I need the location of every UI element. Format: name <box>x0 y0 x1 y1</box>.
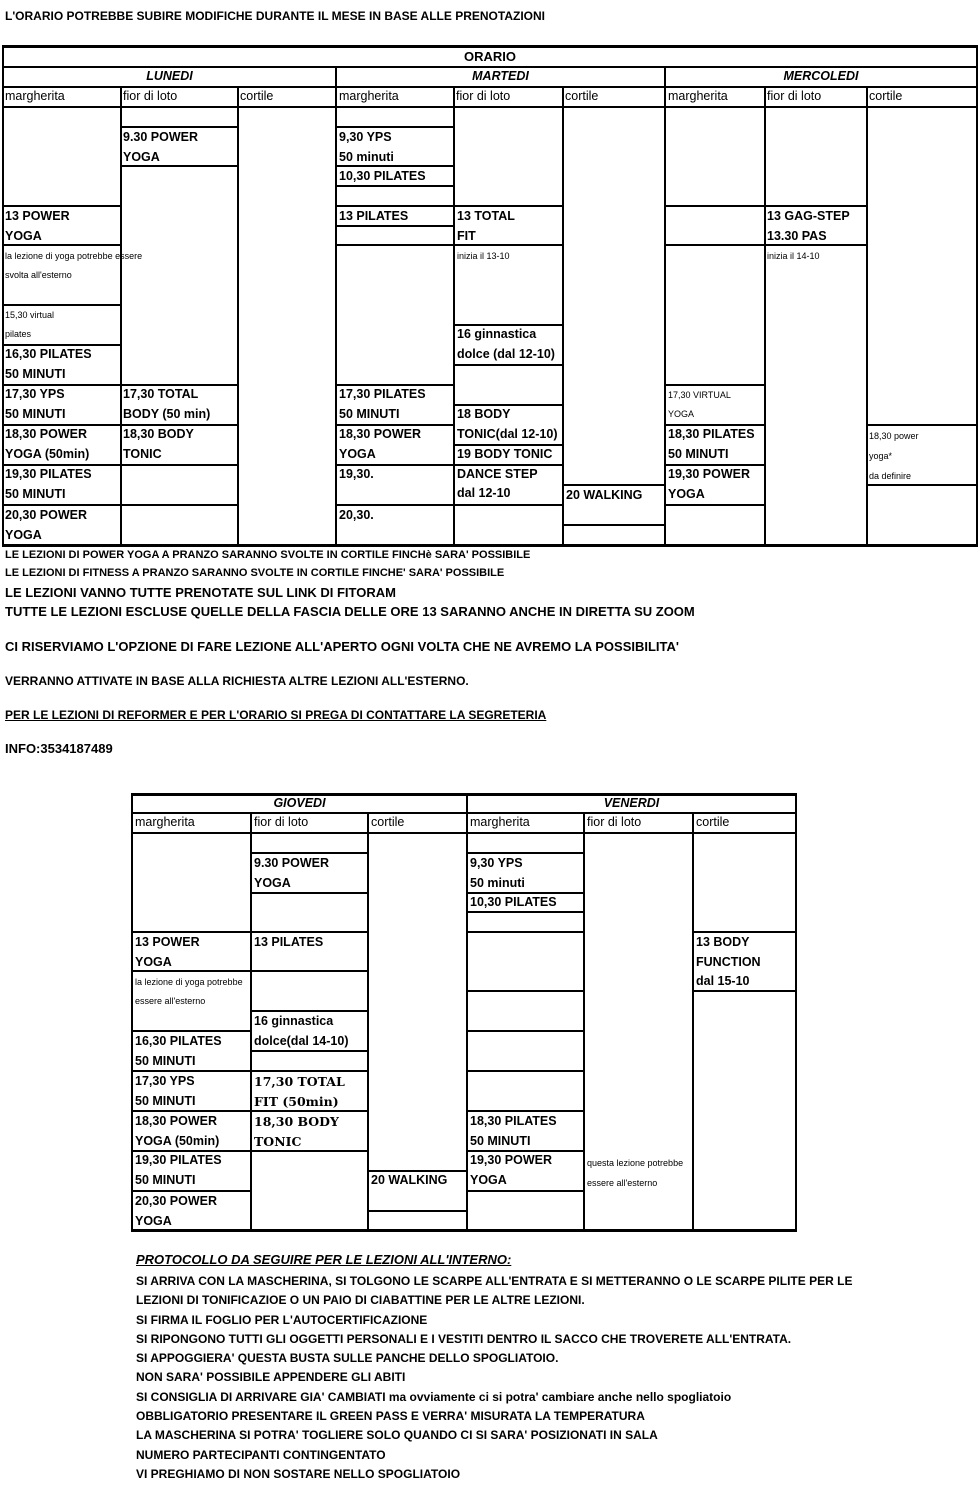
day-lunedi: LUNEDI <box>146 69 193 83</box>
protocol-line: NUMERO PARTECIPANTI CONTINGENTATO <box>136 1447 386 1462</box>
day-mercoledi: MERCOLEDI <box>783 69 859 83</box>
room-cortile: cortile <box>371 815 405 829</box>
protocol-line: SI ARRIVA CON LA MASCHERINA, SI TOLGONO LE SCARPE ALL'ENTRATA E SI METTERANNO O LE SCARPE PILITE PER LE <box>136 1274 853 1288</box>
note-reformer: PER LE LEZIONI DI REFORMER E PER L'ORARIO SI PREGA DI CONTATTARE LA SEGRETERIA <box>5 708 547 722</box>
day-venerdi: VENERDI <box>603 796 660 810</box>
schedule-change-notice: L'ORARIO POTREBBE SUBIRE MODIFICHE DURANTE IL MESE IN BASE ALLE PRENOTAZIONI <box>5 9 545 23</box>
day-martedi: MARTEDI <box>472 69 529 83</box>
room-margherita: margherita <box>668 89 728 103</box>
room-margherita: margherita <box>5 89 65 103</box>
class-note: inizia il 13-10 <box>457 251 510 261</box>
class-note: 17,30 VIRTUAL YOGA <box>668 390 731 419</box>
class-entry: 9,30 YPS 50 minuti <box>470 856 525 890</box>
room-cortile: cortile <box>240 89 274 103</box>
note-fitness: LE LEZIONI DI FITNESS A PRANZO SARANNO SVOLTE IN CORTILE FINCHE' SARA' POSSIBILE <box>5 567 505 579</box>
class-entry: 10,30 PILATES <box>470 895 557 909</box>
class-entry: 18,30 POWER YOGA (50min) <box>135 1114 220 1148</box>
class-entry: 13 BODY FUNCTION dal 15-10 <box>696 935 761 988</box>
class-entry: 13 GAG-STEP 13.30 PAS <box>767 209 850 243</box>
room-margherita: margherita <box>470 815 530 829</box>
class-note: questa lezione potrebbe essere all'esterno <box>587 1158 684 1188</box>
orario-title: ORARIO <box>464 49 516 64</box>
protocol-line: LEZIONI DI TONIFICAZIOE O UN PAIO DI CIABATTINE PER LE ALTRE LEZIONI. <box>136 1293 585 1308</box>
room-fior-di-loto: fior di loto <box>767 89 822 103</box>
class-entry: 9.30 POWER YOGA <box>123 130 199 164</box>
protocol-line: OBBLIGATORIO PRESENTARE IL GREEN PASS E VERRA' MISURATA LA TEMPERATURA <box>136 1409 645 1424</box>
protocol-line: SI RIPONGONO TUTTI GLI OGGETTI PERSONALI E I VESTITI DENTRO IL SACCO CHE TROVERETE ALL'ENTRATA. <box>136 1331 792 1346</box>
class-entry: 18 BODY TONIC(dal 12-10) <box>457 407 558 441</box>
room-fior-di-loto: fior di loto <box>123 89 178 103</box>
room-cortile: cortile <box>565 89 599 103</box>
class-entry: 17,30 TOTAL FIT (50min) <box>254 1074 345 1109</box>
room-cortile: cortile <box>696 815 730 829</box>
note-power-yoga: LE LEZIONI DI POWER YOGA A PRANZO SARANNO SVOLTE IN CORTILE FINCHè SARA' POSSIBILE <box>5 549 531 561</box>
class-entry: 18,30 POWER YOGA <box>339 427 421 461</box>
protocol-line: SI CONSIGLIA DI ARRIVARE GIA' CAMBIATI ma ovviamente ci si potra' cambiare anche nello spogliatoio <box>136 1389 732 1404</box>
class-entry: 16 ginnastica dolce (dal 12-10) <box>457 327 555 361</box>
note-booking: LE LEZIONI VANNO TUTTE PRENOTATE SUL LINK DI FITORAM <box>5 585 396 600</box>
class-entry: 13 POWER YOGA <box>135 935 200 969</box>
note-outdoor-lessons: VERRANNO ATTIVATE IN BASE ALLA RICHIESTA ALTRE LEZIONI ALL'ESTERNO. <box>5 674 469 688</box>
class-note: inizia il 14-10 <box>767 251 820 261</box>
class-note: la lezione di yoga potrebbe essere all'esterno <box>135 977 243 1006</box>
room-margherita: margherita <box>135 815 195 829</box>
class-entry: 20,30. <box>339 508 374 522</box>
class-entry: 17,30 YPS 50 MINUTI <box>135 1074 196 1108</box>
protocol-line: NON SARA' POSSIBILE APPENDERE GLI ABITI <box>136 1370 406 1385</box>
room-fior-di-loto: fior di loto <box>254 815 309 829</box>
class-entry: 9.30 POWER YOGA <box>254 856 330 890</box>
protocol-line: SI FIRMA IL FOGLIO PER L'AUTOCERTIFICAZIONE <box>136 1312 428 1327</box>
protocol-title: PROTOCOLLO DA SEGUIRE PER LE LEZIONI ALL'INTERNO: <box>136 1252 512 1267</box>
class-entry: 13 PILATES <box>254 935 324 949</box>
class-entry: 10,30 PILATES <box>339 169 426 183</box>
class-entry: 18,30 BODY TONIC <box>254 1114 339 1149</box>
room-fior-di-loto: fior di loto <box>587 815 642 829</box>
class-entry: 19,30 PILATES 50 MINUTI <box>135 1153 222 1187</box>
class-entry: 19,30 PILATES 50 MINUTI <box>5 467 92 501</box>
class-entry: 20 WALKING <box>371 1173 448 1187</box>
protocol-line: SI APPOGGIERA' QUESTA BUSTA SULLE PANCHE DELLO SPOGLIATOIO. <box>136 1351 559 1366</box>
class-entry: 19,30. <box>339 467 374 481</box>
class-entry: 18,30 POWER YOGA (50min) <box>5 427 90 461</box>
note-outdoor: CI RISERVIAMO L'OPZIONE DI FARE LEZIONE ALL'APERTO OGNI VOLTA CHE NE AVREMO LA POSSIBILITA' <box>5 639 679 654</box>
class-entry: 17,30 YPS 50 MINUTI <box>5 387 66 421</box>
room-cortile: cortile <box>869 89 903 103</box>
class-note: 18,30 power yoga* da definire <box>869 431 919 481</box>
class-entry: 20 WALKING <box>566 488 643 502</box>
protocol-line: LA MASCHERINA SI POTRA' TOGLIERE SOLO QUANDO CI SI SARA' POSIZIONATI IN SALA <box>136 1428 658 1443</box>
room-fior-di-loto: fior di loto <box>456 89 511 103</box>
class-entry: 18,30 PILATES 50 MINUTI <box>470 1114 557 1148</box>
class-entry: 16 ginnastica dolce(dal 14-10) <box>254 1014 349 1048</box>
class-entry: 18,30 BODY TONIC <box>123 427 194 461</box>
class-entry: 13 PILATES <box>339 209 409 223</box>
note-zoom: TUTTE LE LEZIONI ESCLUSE QUELLE DELLA FASCIA DELLE ORE 13 SARANNO ANCHE IN DIRETTA SU ZOOM <box>5 604 695 619</box>
class-note: 15,30 virtual pilates <box>5 310 55 339</box>
class-entry: 19,30 POWER YOGA <box>668 467 750 501</box>
class-entry: 19 BODY TONIC DANCE STEP dal 12-10 <box>457 447 553 500</box>
info-phone: INFO:3534187489 <box>5 741 113 756</box>
protocol-line: VI PREGHIAMO DI NON SOSTARE NELLO SPOGLIATOIO <box>136 1466 461 1481</box>
class-entry: 19,30 POWER YOGA <box>470 1153 552 1187</box>
class-entry: 18,30 PILATES 50 MINUTI <box>668 427 755 461</box>
day-giovedi: GIOVEDI <box>273 796 326 810</box>
class-entry: 16,30 PILATES 50 MINUTI <box>135 1034 222 1068</box>
class-entry: 17,30 TOTAL BODY (50 min) <box>123 387 211 421</box>
class-entry: 17,30 PILATES 50 MINUTI <box>339 387 426 421</box>
protocol-list <box>136 1272 852 1484</box>
class-entry: 16,30 PILATES 50 MINUTI <box>5 347 92 381</box>
class-entry: 20,30 POWER YOGA <box>5 508 87 542</box>
class-entry: 13 TOTAL FIT <box>457 209 515 243</box>
class-entry: 9,30 YPS 50 minuti <box>339 130 394 164</box>
class-entry: 13 POWER YOGA <box>5 209 70 243</box>
room-margherita: margherita <box>339 89 399 103</box>
class-entry: 20,30 POWER YOGA <box>135 1194 217 1228</box>
class-note: la lezione di yoga potrebbe essere svolta all'esterno <box>5 251 143 280</box>
